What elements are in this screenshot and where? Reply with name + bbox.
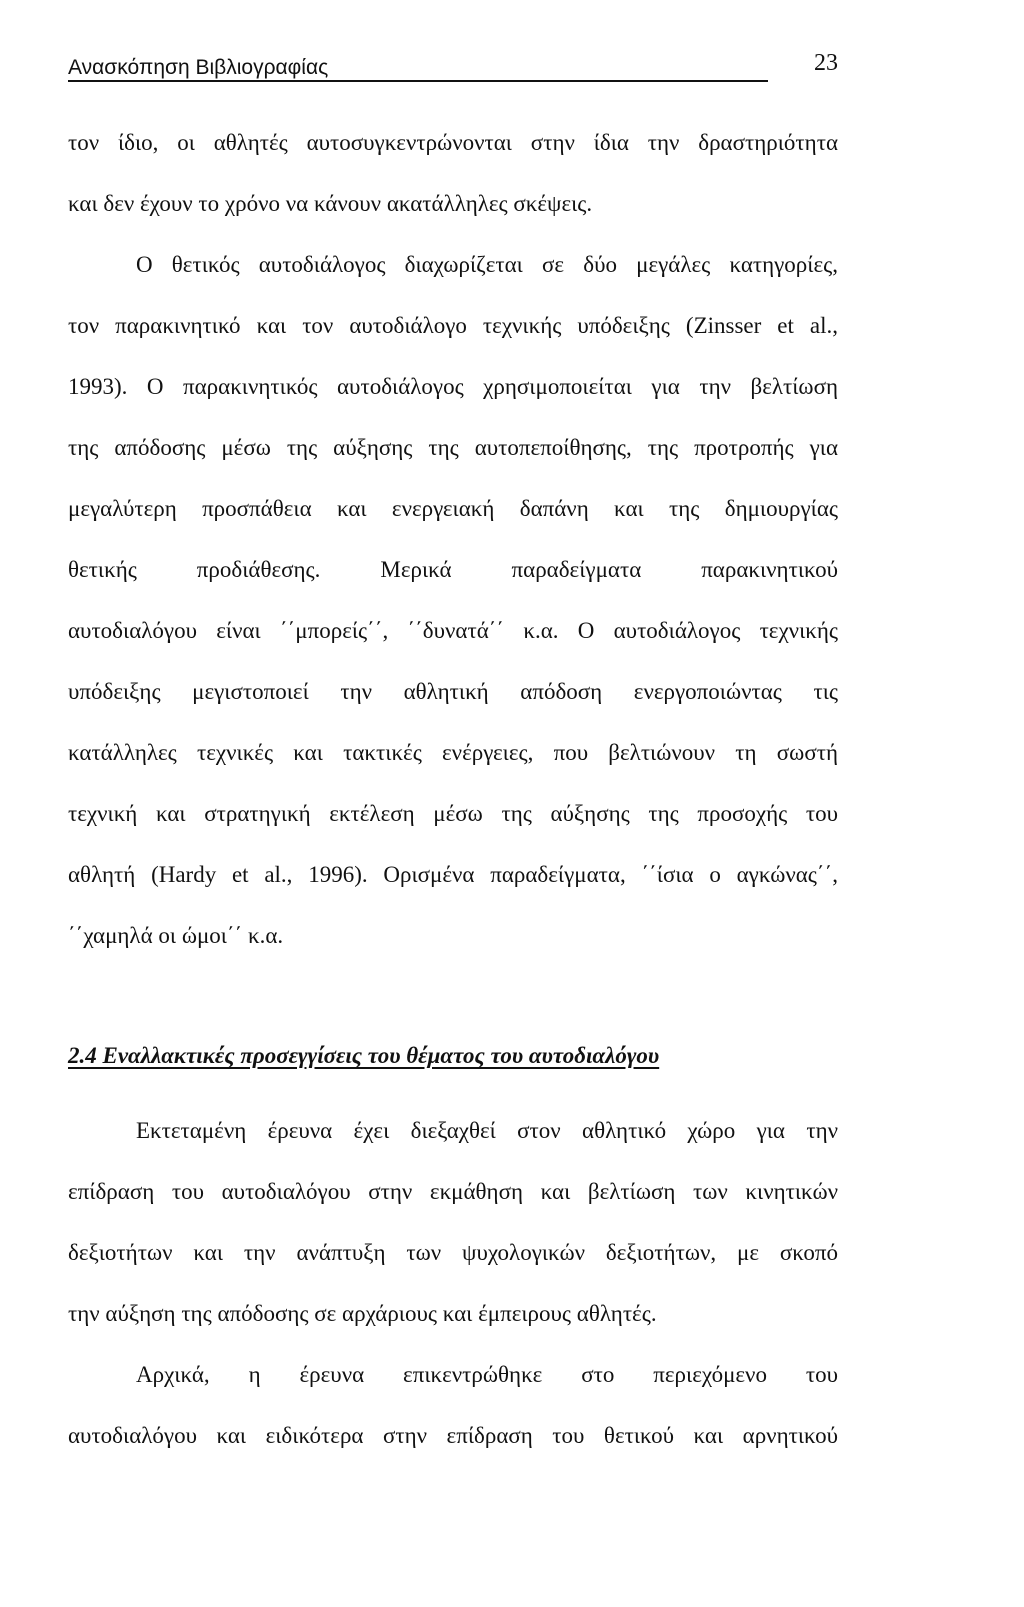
text-line: τον παρακινητικό και τον αυτοδιάλογο τεχνικής υπόδειξης (Zinsser et al.,	[68, 313, 838, 338]
text-line: της απόδοσης μέσω της αύξησης της αυτοπεποίθησης, της προτροπής για	[68, 435, 838, 460]
section-title: Ανασκόπηση Βιβλιογραφίας	[68, 56, 329, 79]
text-line: αυτοδιαλόγου είναι ΄΄μπορείς΄΄, ΄΄δυνατά΄΄ κ.α. Ο αυτοδιάλογος τεχνικής	[68, 618, 838, 643]
text-line: ΄΄χαμηλά οι ώμοι΄΄ κ.α.	[68, 923, 284, 948]
section-heading: 2.4 Εναλλακτικές προσεγγίσεις του θέματος του αυτοδιαλόγου	[68, 1043, 660, 1068]
text-line: αυτοδιαλόγου και ειδικότερα στην επίδραση του θετικού και αρνητικού	[68, 1423, 838, 1448]
text-line: την αύξηση της απόδοσης σε αρχάριους και έμπειρους αθλητές.	[68, 1301, 657, 1326]
running-header	[68, 48, 838, 88]
text-line: Ο θετικός αυτοδιάλογος διαχωρίζεται σε δύο μεγάλες κατηγορίες,	[136, 252, 838, 277]
text-line: Εκτεταμένη έρευνα έχει διεξαχθεί στον αθλητικό χώρο για την	[136, 1118, 838, 1143]
page-number: 23	[814, 50, 838, 76]
paragraph-continuation	[68, 112, 838, 234]
header-rule	[68, 80, 768, 82]
text-line: αθλητή (Hardy et al., 1996). Ορισμένα παραδείγματα, ΄΄ίσια ο αγκώνας΄΄,	[68, 862, 838, 887]
text-line: μεγαλύτερη προσπάθεια και ενεργειακή δαπάνη και της δημιουργίας	[68, 496, 838, 521]
text-line: υπόδειξης μεγιστοποιεί την αθλητική απόδοση ενεργοποιώντας τις	[68, 679, 838, 704]
text-line: και δεν έχουν το χρόνο να κάνουν ακατάλληλες σκέψεις.	[68, 191, 593, 216]
text-line: επίδραση του αυτοδιαλόγου στην εκμάθηση και βελτίωση των κινητικών	[68, 1179, 838, 1204]
paragraph-initial-research	[68, 1344, 838, 1466]
text-line: θετικής προδιάθεσης. Μερικά παραδείγματα παρακινητικού	[68, 557, 838, 582]
text-line: τον ίδιο, οι αθλητές αυτοσυγκεντρώνονται στην ίδια την δραστηριότητα	[68, 130, 838, 155]
paragraph-positive-self-talk	[68, 234, 838, 966]
text-line: δεξιοτήτων και την ανάπτυξη των ψυχολογικών δεξιοτήτων, με σκοπό	[68, 1240, 838, 1265]
text-line: τεχνική και στρατηγική εκτέλεση μέσω της αύξησης της προσοχής του	[68, 801, 838, 826]
paragraph-alternative-approaches	[68, 1100, 838, 1344]
text-line: 1993). Ο παρακινητικός αυτοδιάλογος χρησιμοποιείται για την βελτίωση	[68, 374, 838, 399]
text-line: κατάλληλες τεχνικές και τακτικές ενέργειες, που βελτιώνουν τη σωστή	[68, 740, 838, 765]
text-line: Αρχικά, η έρευνα επικεντρώθηκε στο περιεχόμενο του	[136, 1362, 838, 1387]
